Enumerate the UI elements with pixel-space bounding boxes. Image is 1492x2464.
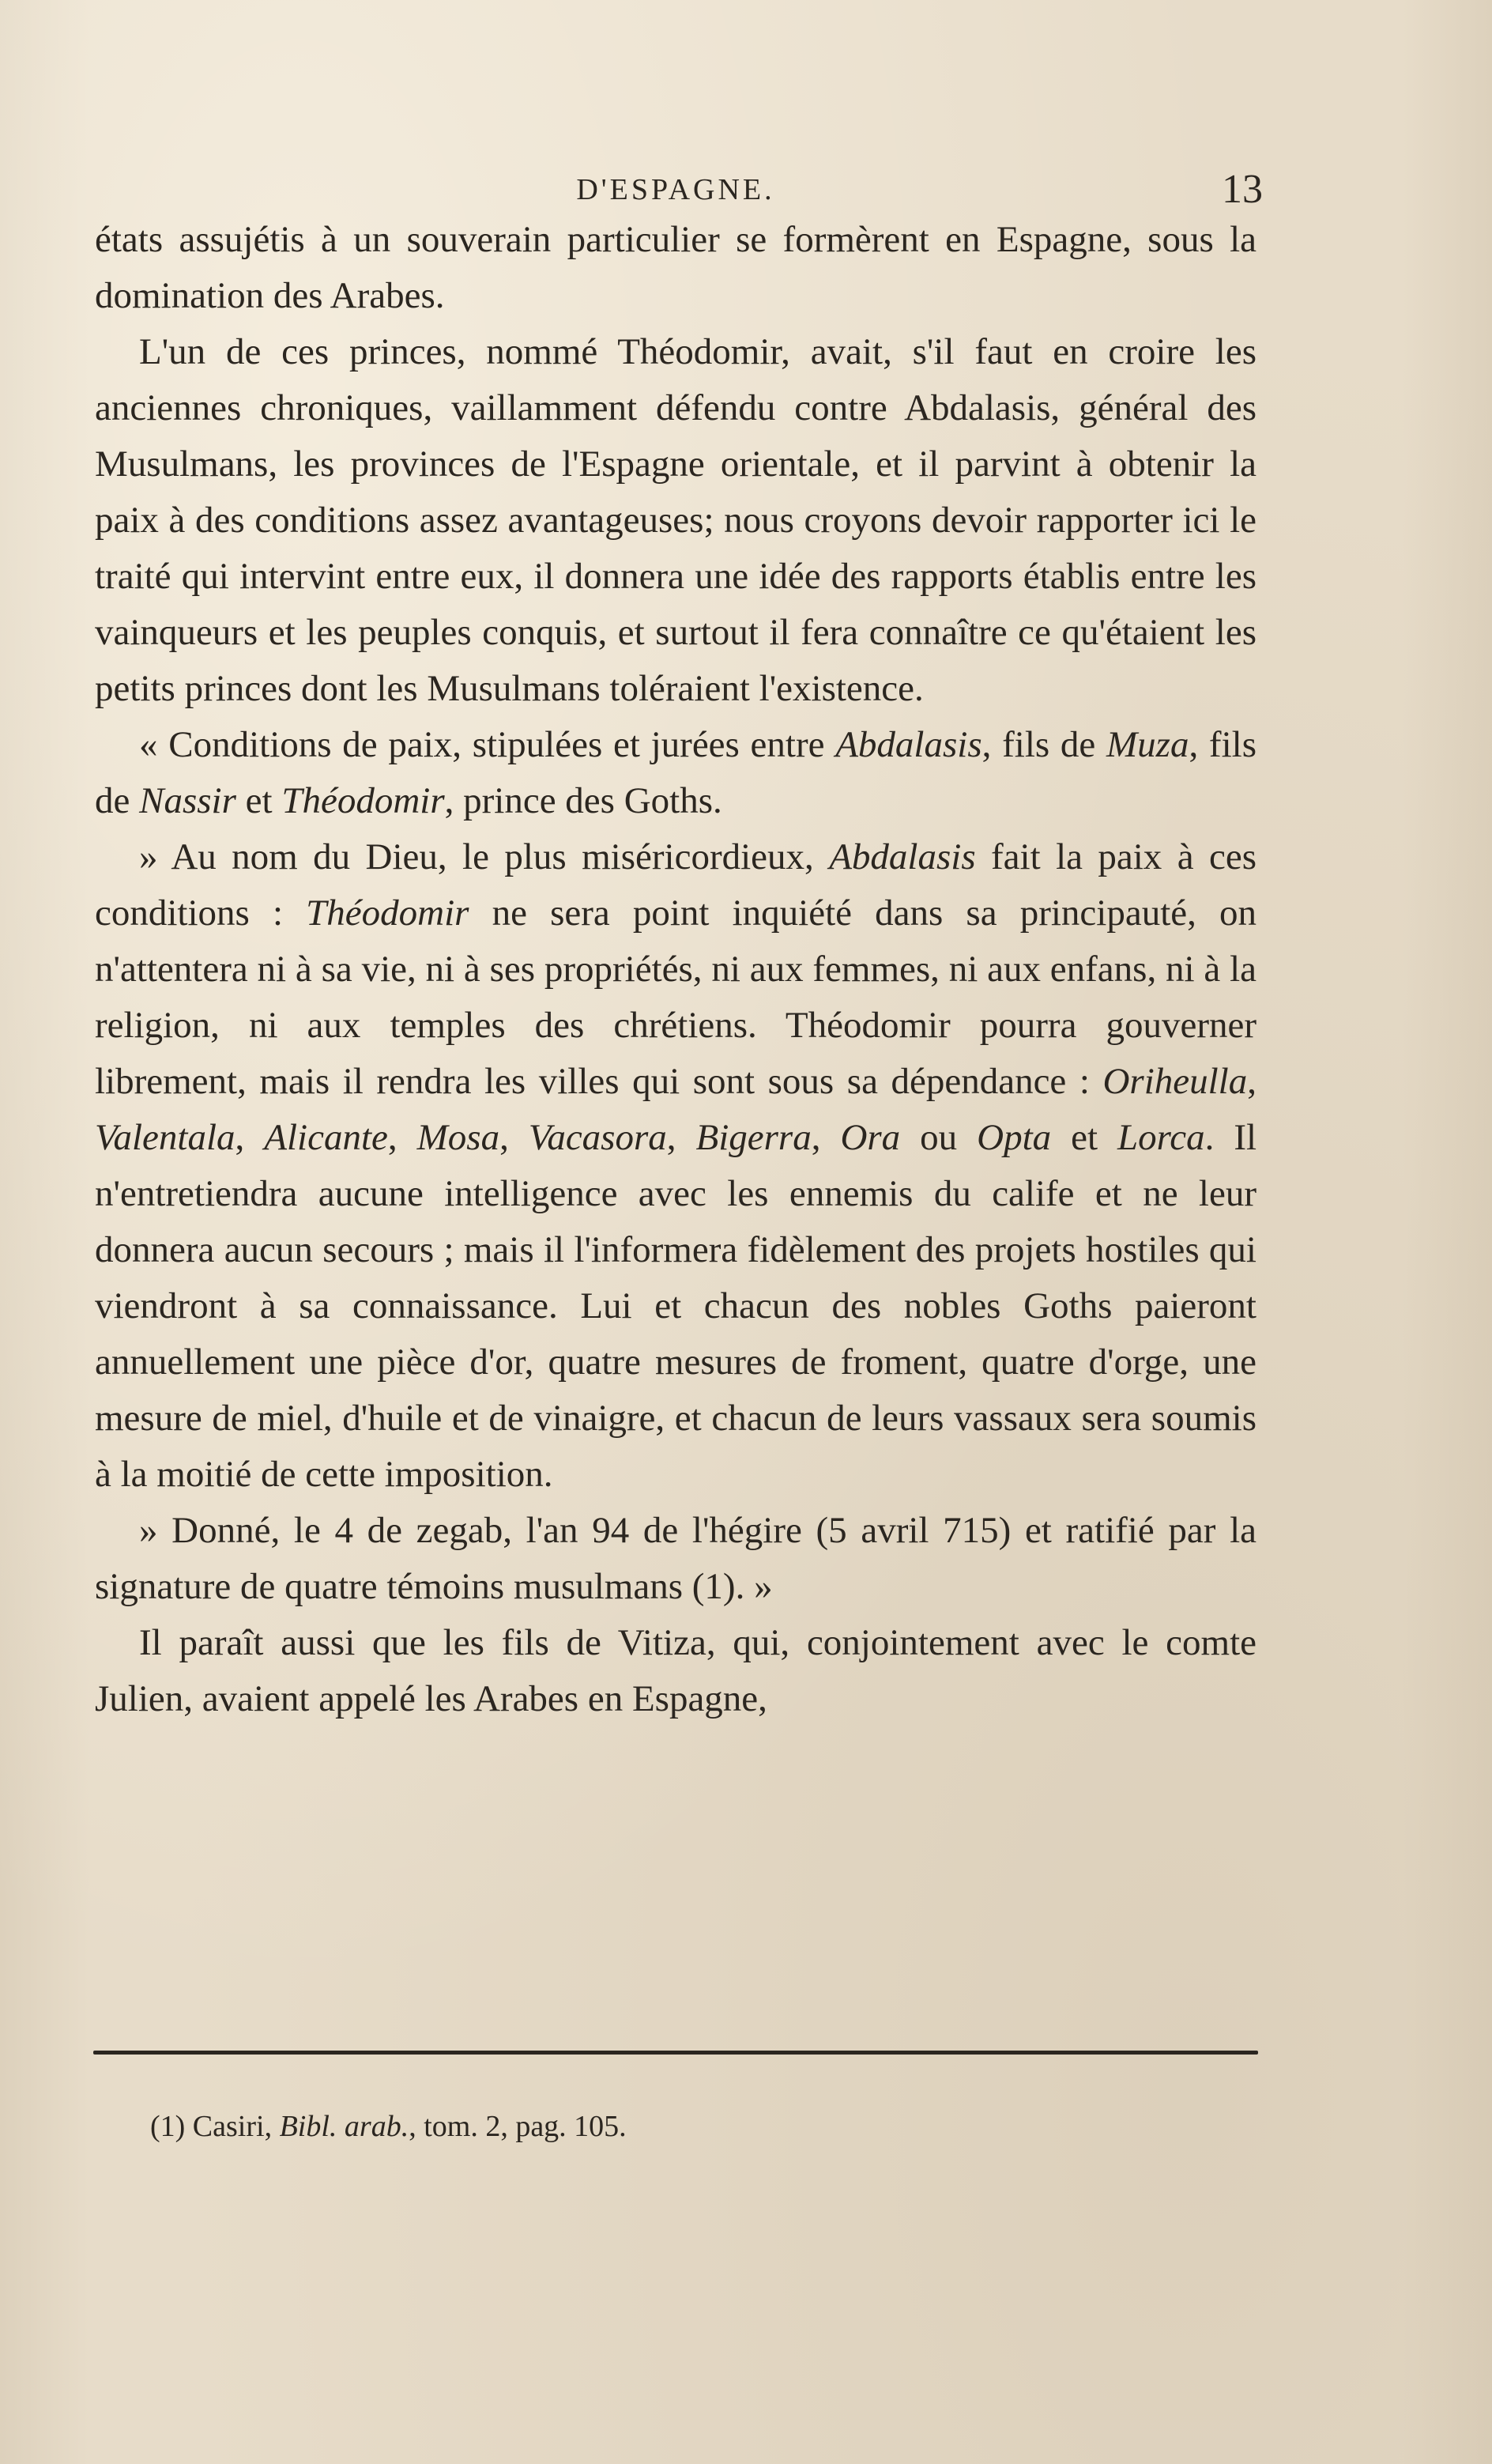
text-run: , fils de (981, 724, 1106, 765)
text-run: . Il n'entretiendra aucune intelligence avec les ennemis du calife et ne leur donnera aucun secours ; mais il l'informera fidèlement des projets hostiles qui viendront à sa connaissance. Lui et chacun des nobles Goths paieront annuellement une pièce d'or, quatre mesures de froment, quatre d'orge, une mesure de miel, d'huile et de vinaigre, et chacun de leurs vassaux sera soumis à la moitié de cette imposition. (95, 1117, 1257, 1495)
paragraph-treaty (95, 829, 1257, 1503)
paragraph-conditions-title (95, 717, 1257, 829)
text-run: » Au nom du Dieu, le plus miséricordieux, (139, 836, 830, 877)
body-text (95, 212, 1257, 1727)
text-run: , (235, 1117, 265, 1158)
italic-name: Muza (1106, 724, 1189, 765)
footnote (150, 2109, 627, 2144)
italic-name: Nassir (139, 780, 236, 821)
text-run: , (811, 1117, 841, 1158)
footnote-text: , tom. 2, pag. 105. (409, 2110, 627, 2143)
running-head (95, 158, 1263, 212)
text-run: et (1051, 1117, 1118, 1158)
paragraph-vitiza: Il paraît aussi que les fils de Vitiza, qui, conjointement avec le comte Julien, avaient appelé les Arabes en Espagne, (95, 1622, 1257, 1719)
text-run: ne sera point inquiété dans sa principauté, on n'attentera ni à sa vie, ni à ses propriétés, ni aux femmes, ni aux enfans, ni à la religion, ni aux temples des chrétiens. Théodomir pourra gouverner librement, mais il rendra les villes qui sont sous sa dépendance : (95, 892, 1257, 1102)
paragraph-theodomir: L'un de ces princes, nommé Théodomir, avait, s'il faut en croire les anciennes chroniques, vaillamment défendu contre Abdalasis, général des Musulmans, les provinces de l'Espagne orientale, et il parvint à obtenir la paix à des conditions assez avantageuses; nous croyons devoir rapporter ici le traité qui intervint entre eux, il donnera une idée des rapports établis entre les vainqueurs et les peuples conquis, et surtout il fera connaître ce qu'étaient les petits princes dont les Musulmans toléraient l'existence. (95, 331, 1257, 709)
text-run: fait la paix à ces conditions : (95, 836, 1257, 934)
text-run: , (1247, 1061, 1257, 1102)
italic-city: Mosa (416, 1117, 500, 1158)
italic-name: Théodomir (306, 892, 469, 934)
italic-name: Théodomir (281, 780, 445, 821)
text-run: ou (900, 1117, 978, 1158)
italic-name: Abdalasis (835, 724, 982, 765)
text-run: , (387, 1117, 417, 1158)
footnote-title: Bibl. arab. (279, 2110, 409, 2143)
paragraph-continuation: états assujétis à un souverain particulier se formèrent en Espagne, sous la domination des Arabes. (95, 219, 1257, 316)
italic-city: Vacasora (528, 1117, 667, 1158)
text-run: et (235, 780, 282, 821)
text-run: , (499, 1117, 529, 1158)
text-run: « Conditions de paix, stipulées et jurées entre (139, 724, 836, 765)
italic-city: Valentala (95, 1117, 235, 1158)
paragraph-dated: » Donné, le 4 de zegab, l'an 94 de l'hégire (5 avril 715) et ratifié par la signature de quatre témoins musulmans (1). » (95, 1510, 1257, 1607)
italic-city: Lorca (1117, 1117, 1205, 1158)
page-number: 13 (1222, 167, 1263, 212)
footnote-rule (93, 2051, 1258, 2055)
running-title: D'ESPAGNE. (576, 173, 775, 206)
italic-city: Oriheulla (1102, 1061, 1248, 1102)
italic-city: Ora (840, 1117, 901, 1158)
text-run: , fils de (95, 724, 1257, 821)
italic-city: Alicante (264, 1117, 388, 1158)
book-page (95, 158, 1263, 1727)
text-run: , prince des Goths. (444, 780, 722, 821)
text-run: , (666, 1117, 696, 1158)
italic-name: Abdalasis (829, 836, 976, 877)
italic-city: Opta (977, 1117, 1052, 1158)
footnote-text: (1) Casiri, (150, 2110, 280, 2143)
italic-city: Bigerra (695, 1117, 812, 1158)
